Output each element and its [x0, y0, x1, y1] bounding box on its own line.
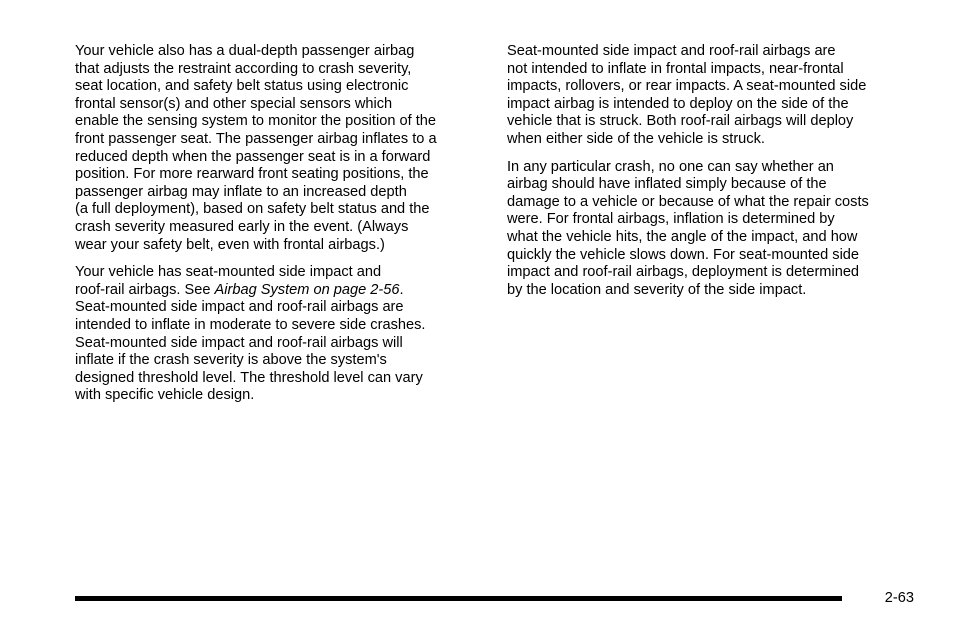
text-line: Your vehicle also has a dual-depth passenger airbag [75, 43, 415, 59]
text-line: were. For frontal airbags, inflation is determined by [507, 211, 835, 228]
text-line: not intended to inflate in frontal impacts, near-frontal [507, 60, 844, 77]
left-column [75, 43, 480, 415]
text-line: intended to inflate in moderate to severe side crashes. [75, 316, 426, 333]
text-line: wear your safety belt, even with frontal airbags.) [75, 236, 385, 253]
text-line: when either side of the vehicle is struck. [507, 130, 765, 147]
left-paragraph-dual-depth-airbag [75, 43, 480, 254]
text-line: In any particular crash, no one can say whether an [507, 158, 834, 175]
text-line: quickly the vehicle slows down. For seat-mounted side [507, 246, 860, 263]
text-line-with-reference [75, 282, 480, 300]
text-line: Seat-mounted side impact and roof-rail airbags will [75, 334, 403, 351]
text-line: Seat-mounted side impact and roof-rail airbags are [75, 299, 404, 316]
right-paragraph-crash-determination [507, 159, 912, 300]
text-fragment: . [399, 281, 404, 298]
text-line: impacts, rollovers, or rear impacts. A seat-mounted side [507, 78, 867, 95]
text-line: inflate if the crash severity is above the system's [75, 352, 387, 369]
text-line: enable the sensing system to monitor the position of the [75, 113, 437, 130]
airbag-system-page-reference[interactable]: Airbag System on page 2-56 [214, 281, 400, 298]
text-line: passenger airbag may inflate to an increased depth [75, 183, 407, 200]
text-line: airbag should have inflated simply because of the [507, 176, 827, 193]
text-line: damage to a vehicle or because of what the repair costs [507, 193, 869, 210]
text-line: front passenger seat. The passenger airbag inflates to a [75, 130, 437, 147]
text-line: that adjusts the restraint according to crash severity, [75, 60, 412, 77]
text-line: designed threshold level. The threshold level can vary [75, 369, 423, 386]
text-line: Your vehicle has seat-mounted side impact and [75, 264, 382, 281]
text-line: position. For more rearward front seating positions, the [75, 166, 429, 183]
text-line: impact and roof-rail airbags, deployment is determined [507, 264, 860, 281]
footer-divider [75, 596, 842, 601]
text-line: reduced depth when the passenger seat is in a forward [75, 148, 431, 165]
text-line: crash severity measured early in the event. (Always [75, 218, 409, 235]
text-line: Seat-mounted side impact and roof-rail airbags are [507, 43, 836, 59]
left-paragraph-side-impact-airbags [75, 264, 480, 405]
text-line: seat location, and safety belt status using electronic [75, 78, 409, 95]
text-line: frontal sensor(s) and other special sensors which [75, 95, 393, 112]
text-line: what the vehicle hits, the angle of the impact, and how [507, 228, 858, 245]
text-fragment: roof-rail airbags. See [75, 281, 215, 298]
right-column [507, 43, 912, 309]
text-line: by the location and severity of the side impact. [507, 281, 807, 298]
text-line: vehicle that is struck. Both roof-rail airbags will deploy [507, 113, 854, 130]
text-line: impact airbag is intended to deploy on the side of the [507, 95, 849, 112]
right-paragraph-inflation-limits [507, 43, 912, 149]
text-line: with specific vehicle design. [75, 387, 255, 404]
text-line: (a full deployment), based on safety belt status and the [75, 201, 430, 218]
page-number: 2-63 [884, 590, 914, 606]
